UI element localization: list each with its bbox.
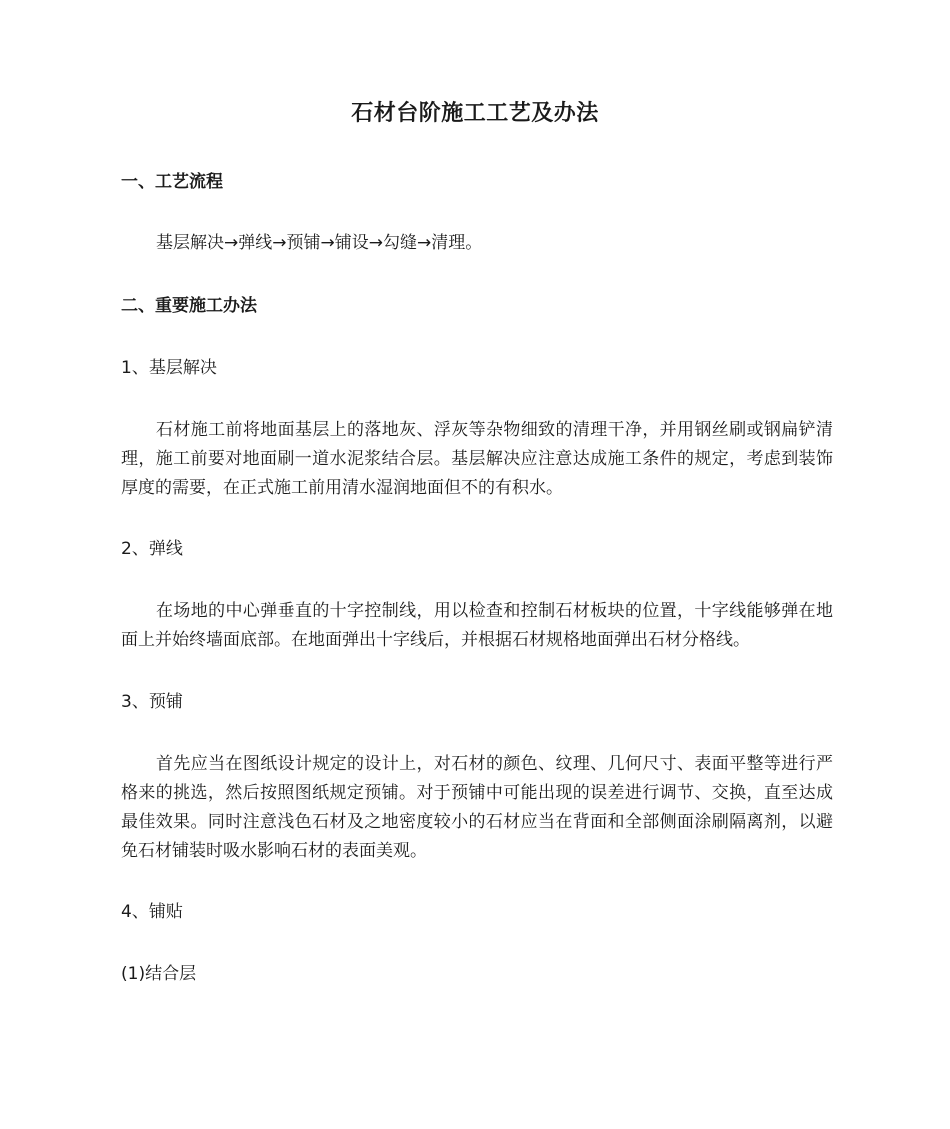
document-title: 石材台阶施工工艺及办法 — [351, 101, 599, 126]
section-heading-process: 一、工艺流程 — [121, 172, 223, 192]
sub-subsection-heading-bonding-layer: (1)结合层 — [121, 964, 197, 984]
section-heading-methods: 二、重要施工办法 — [121, 296, 257, 316]
subsection-heading-snapline: 2、弹线 — [121, 539, 183, 559]
subsection-text-snapline: 在场地的中心弹垂直的十字控制线，用以检查和控制石材板块的位置，十字线能够弹在地面上并始终墙面底部。在地面弹出十字线后，并根据石材规格地面弹出石材分格线。 — [121, 601, 833, 650]
subsection-heading-base: 1、基层解决 — [121, 358, 217, 378]
process-flow-text: 基层解决→弹线→预铺→铺设→勾缝→清理。 — [156, 233, 483, 253]
subsection-heading-prelay: 3、预铺 — [121, 692, 183, 712]
subsection-heading-laying: 4、铺贴 — [121, 902, 183, 922]
subsection-text-prelay: 首先应当在图纸设计规定的设计上，对石材的颜色、纹理、几何尺寸、表面平整等进行严格来的挑选，然后按照图纸规定预铺。对于预铺中可能出现的误差进行调节、交换，直至达成最佳效果。同时注意浅色石材及之地密度较小的石材应当在背面和全部侧面涂刷隔离剂，以避免石材铺装时吸水影响石材的表面美观。 — [121, 754, 833, 861]
subsection-text-base: 石材施工前将地面基层上的落地灰、浮灰等杂物细致的清理干净，并用钢丝刷或钢扁铲清理，施工前要对地面刷一道水泥浆结合层。基层解决应注意达成施工条件的规定，考虑到装饰厚度的需要，在正式施工前用清水湿润地面但不的有积水。 — [121, 420, 833, 498]
